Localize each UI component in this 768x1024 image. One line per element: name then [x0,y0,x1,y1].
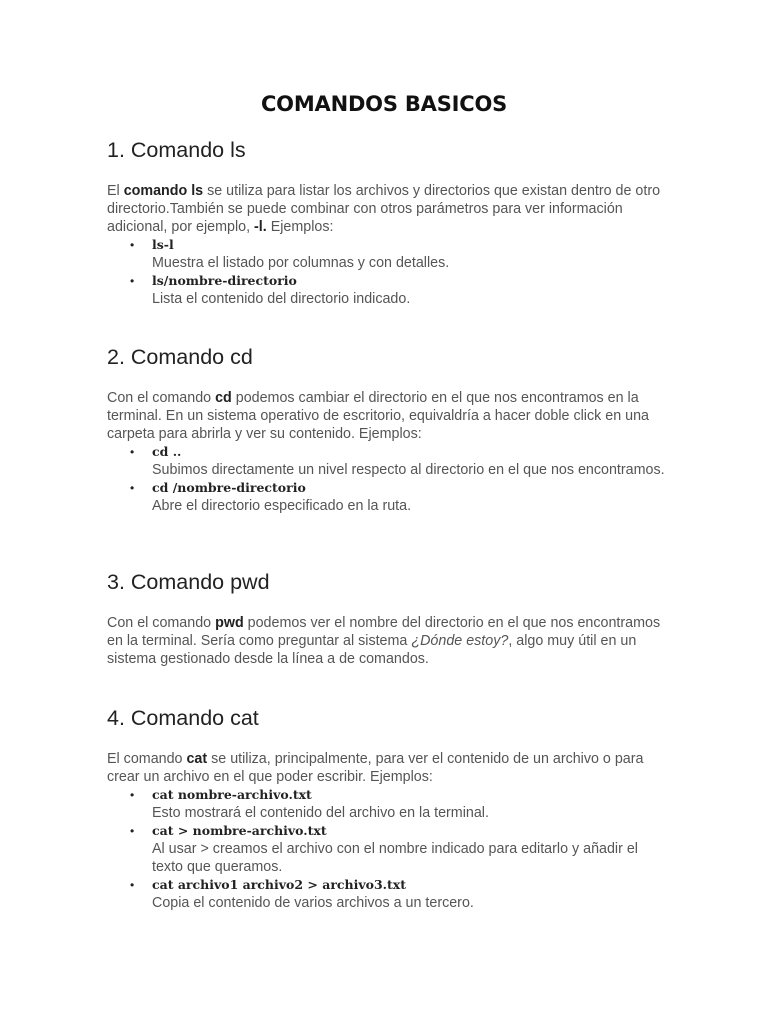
list-item [107,443,667,479]
text-run: Con el comando [107,390,216,406]
section-paragraph [107,182,667,236]
command-description: Al usar > creamos el archivo con el nombre indicado para editarlo y añadir el texto que queramos. [152,841,638,875]
example-list [107,443,667,515]
document-title: COMANDOS BASICOS [260,92,508,116]
list-item [107,786,667,822]
section-paragraph [107,614,667,668]
text-run: podemos cambiar el directorio en el que nos encontramos en la terminal. En un sistema operativo de escritorio, equivaldría a hacer doble click en una carpeta para abrirla y ver su contenido. Ejemplos: [107,390,649,442]
command-description: Copia el contenido de varios archivos a un tercero. [152,895,474,911]
section-ls [107,137,667,308]
text-run: se utiliza para listar los archivos y directorios que existan dentro de otro directorio.También se puede combinar con otros parámetros para ver información adicional, por ejemplo, [107,183,661,235]
bold-term: cat [186,751,208,767]
command-text: ls/nombre-directorio [152,273,297,288]
bold-term: pwd [215,615,244,631]
section-paragraph [107,750,667,786]
text-run: Con el comando [107,615,216,631]
section-heading: 3. Comando pwd [107,570,270,594]
text-run: Ejemplos: [266,219,334,235]
command-text: cat > nombre-archivo.txt [152,823,327,838]
list-item [107,822,667,876]
text-run: El comando [107,751,187,767]
example-list [107,236,667,308]
command-text: ls-l [152,237,174,252]
section-heading: 4. Comando cat [107,706,259,730]
command-text: cd /nombre-directorio [152,480,306,495]
italic-phrase: ¿Dónde estoy? [411,633,509,649]
list-item [107,876,667,912]
bullet-icon: • [130,824,135,838]
section-pwd [107,569,667,668]
bullet-icon: • [130,788,135,802]
command-text: cat nombre-archivo.txt [152,787,312,802]
bullet-icon: • [130,878,135,892]
bold-term: comando ls [123,183,204,199]
list-item [107,236,667,272]
section-heading: 1. Comando ls [107,138,246,162]
list-item [107,479,667,515]
command-description: Lista el contenido del directorio indicado. [152,291,411,307]
command-description: Abre el directorio especificado en la ruta. [152,498,412,514]
command-description: Esto mostrará el contenido del archivo en la terminal. [152,805,489,821]
command-text: cd .. [152,444,182,459]
bold-term: -l. [254,219,267,235]
text-run: se utiliza, principalmente, para ver el contenido de un archivo o para crear un archivo en el que poder escribir. Ejemplos: [107,751,644,785]
text-run: podemos ver el nombre del directorio en el que nos encontramos en la terminal. Sería como preguntar al sistema [107,615,661,649]
section-cd [107,344,667,515]
bullet-icon: • [130,274,135,288]
text-run: El [107,183,124,199]
command-description: Subimos directamente un nivel respecto al directorio en el que nos encontramos. [152,462,665,478]
section-heading: 2. Comando cd [107,345,253,369]
text-run: , algo muy útil en un sistema gestionado desde la línea a de comandos. [107,633,637,667]
section-paragraph [107,389,667,443]
bullet-icon: • [130,238,135,252]
command-description: Muestra el listado por columnas y con detalles. [152,255,450,271]
list-item [107,272,667,308]
bold-term: cd [215,390,232,406]
example-list [107,786,667,912]
command-text: cat archivo1 archivo2 > archivo3.txt [152,877,407,892]
bullet-icon: • [130,445,135,459]
bullet-icon: • [130,481,135,495]
section-cat [107,705,667,912]
